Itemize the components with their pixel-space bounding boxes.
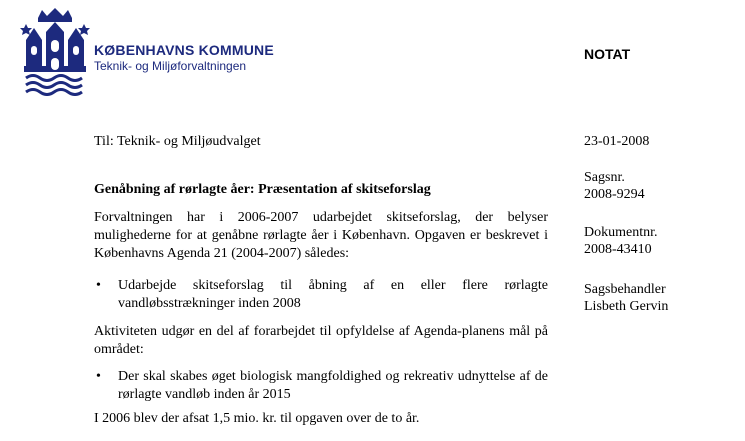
case-handler-block (584, 281, 668, 315)
copenhagen-coat-of-arms-icon (20, 8, 90, 96)
document-number-value: 2008-43410 (584, 242, 652, 257)
document-type: NOTAT (584, 46, 631, 62)
bullet-symbol: • (96, 369, 101, 384)
document-number-block (584, 224, 658, 258)
organization-name: KØBENHAVNS KOMMUNE (94, 42, 274, 58)
case-number-label: Sagsnr. (584, 170, 625, 185)
bullet-item-1 (94, 277, 548, 313)
paragraph-2: Aktiviteten udgør en del af forarbejdet til opfyldelse af Agenda-planens mål på området: (94, 324, 548, 357)
paragraph-1: Forvaltningen har i 2006-2007 udarbejdet skitseforslag, der belyser mulighederne for at genåbne rørlagte åer i København. Opgaven er beskrevet i Københavns Agenda 21 (2004-2007) således: (94, 210, 548, 261)
paragraph-3: I 2006 blev der afsat 1,5 mio. kr. til opgaven over de to år. (94, 411, 420, 426)
case-handler-value: Lisbeth Gervin (584, 299, 669, 314)
document-number-label: Dokumentnr. (584, 225, 658, 240)
bullet-text-1: Udarbejde skitseforslag til åbning af en eller flere rørlagte vandløbsstrækninger inden 2008 (118, 278, 548, 311)
bullet-text-2: Der skal skabes øget biologisk mangfoldighed og rekreativ udnyttelse af de rørlagte vandløb inden år 2015 (118, 369, 548, 402)
recipient-line: Til: Teknik- og Miljøudvalget (94, 134, 261, 149)
case-number-block (584, 169, 645, 203)
memo-heading: Genåbning af rørlagte åer: Præsentation af skitseforslag (94, 182, 431, 197)
department-name: Teknik- og Miljøforvaltningen (94, 59, 247, 73)
bullet-symbol: • (96, 278, 101, 293)
organization-block (94, 42, 274, 74)
bullet-item-2 (94, 368, 548, 404)
case-number-value: 2008-9294 (584, 187, 645, 202)
case-handler-label: Sagsbehandler (584, 282, 666, 297)
memo-date: 23-01-2008 (584, 134, 650, 149)
